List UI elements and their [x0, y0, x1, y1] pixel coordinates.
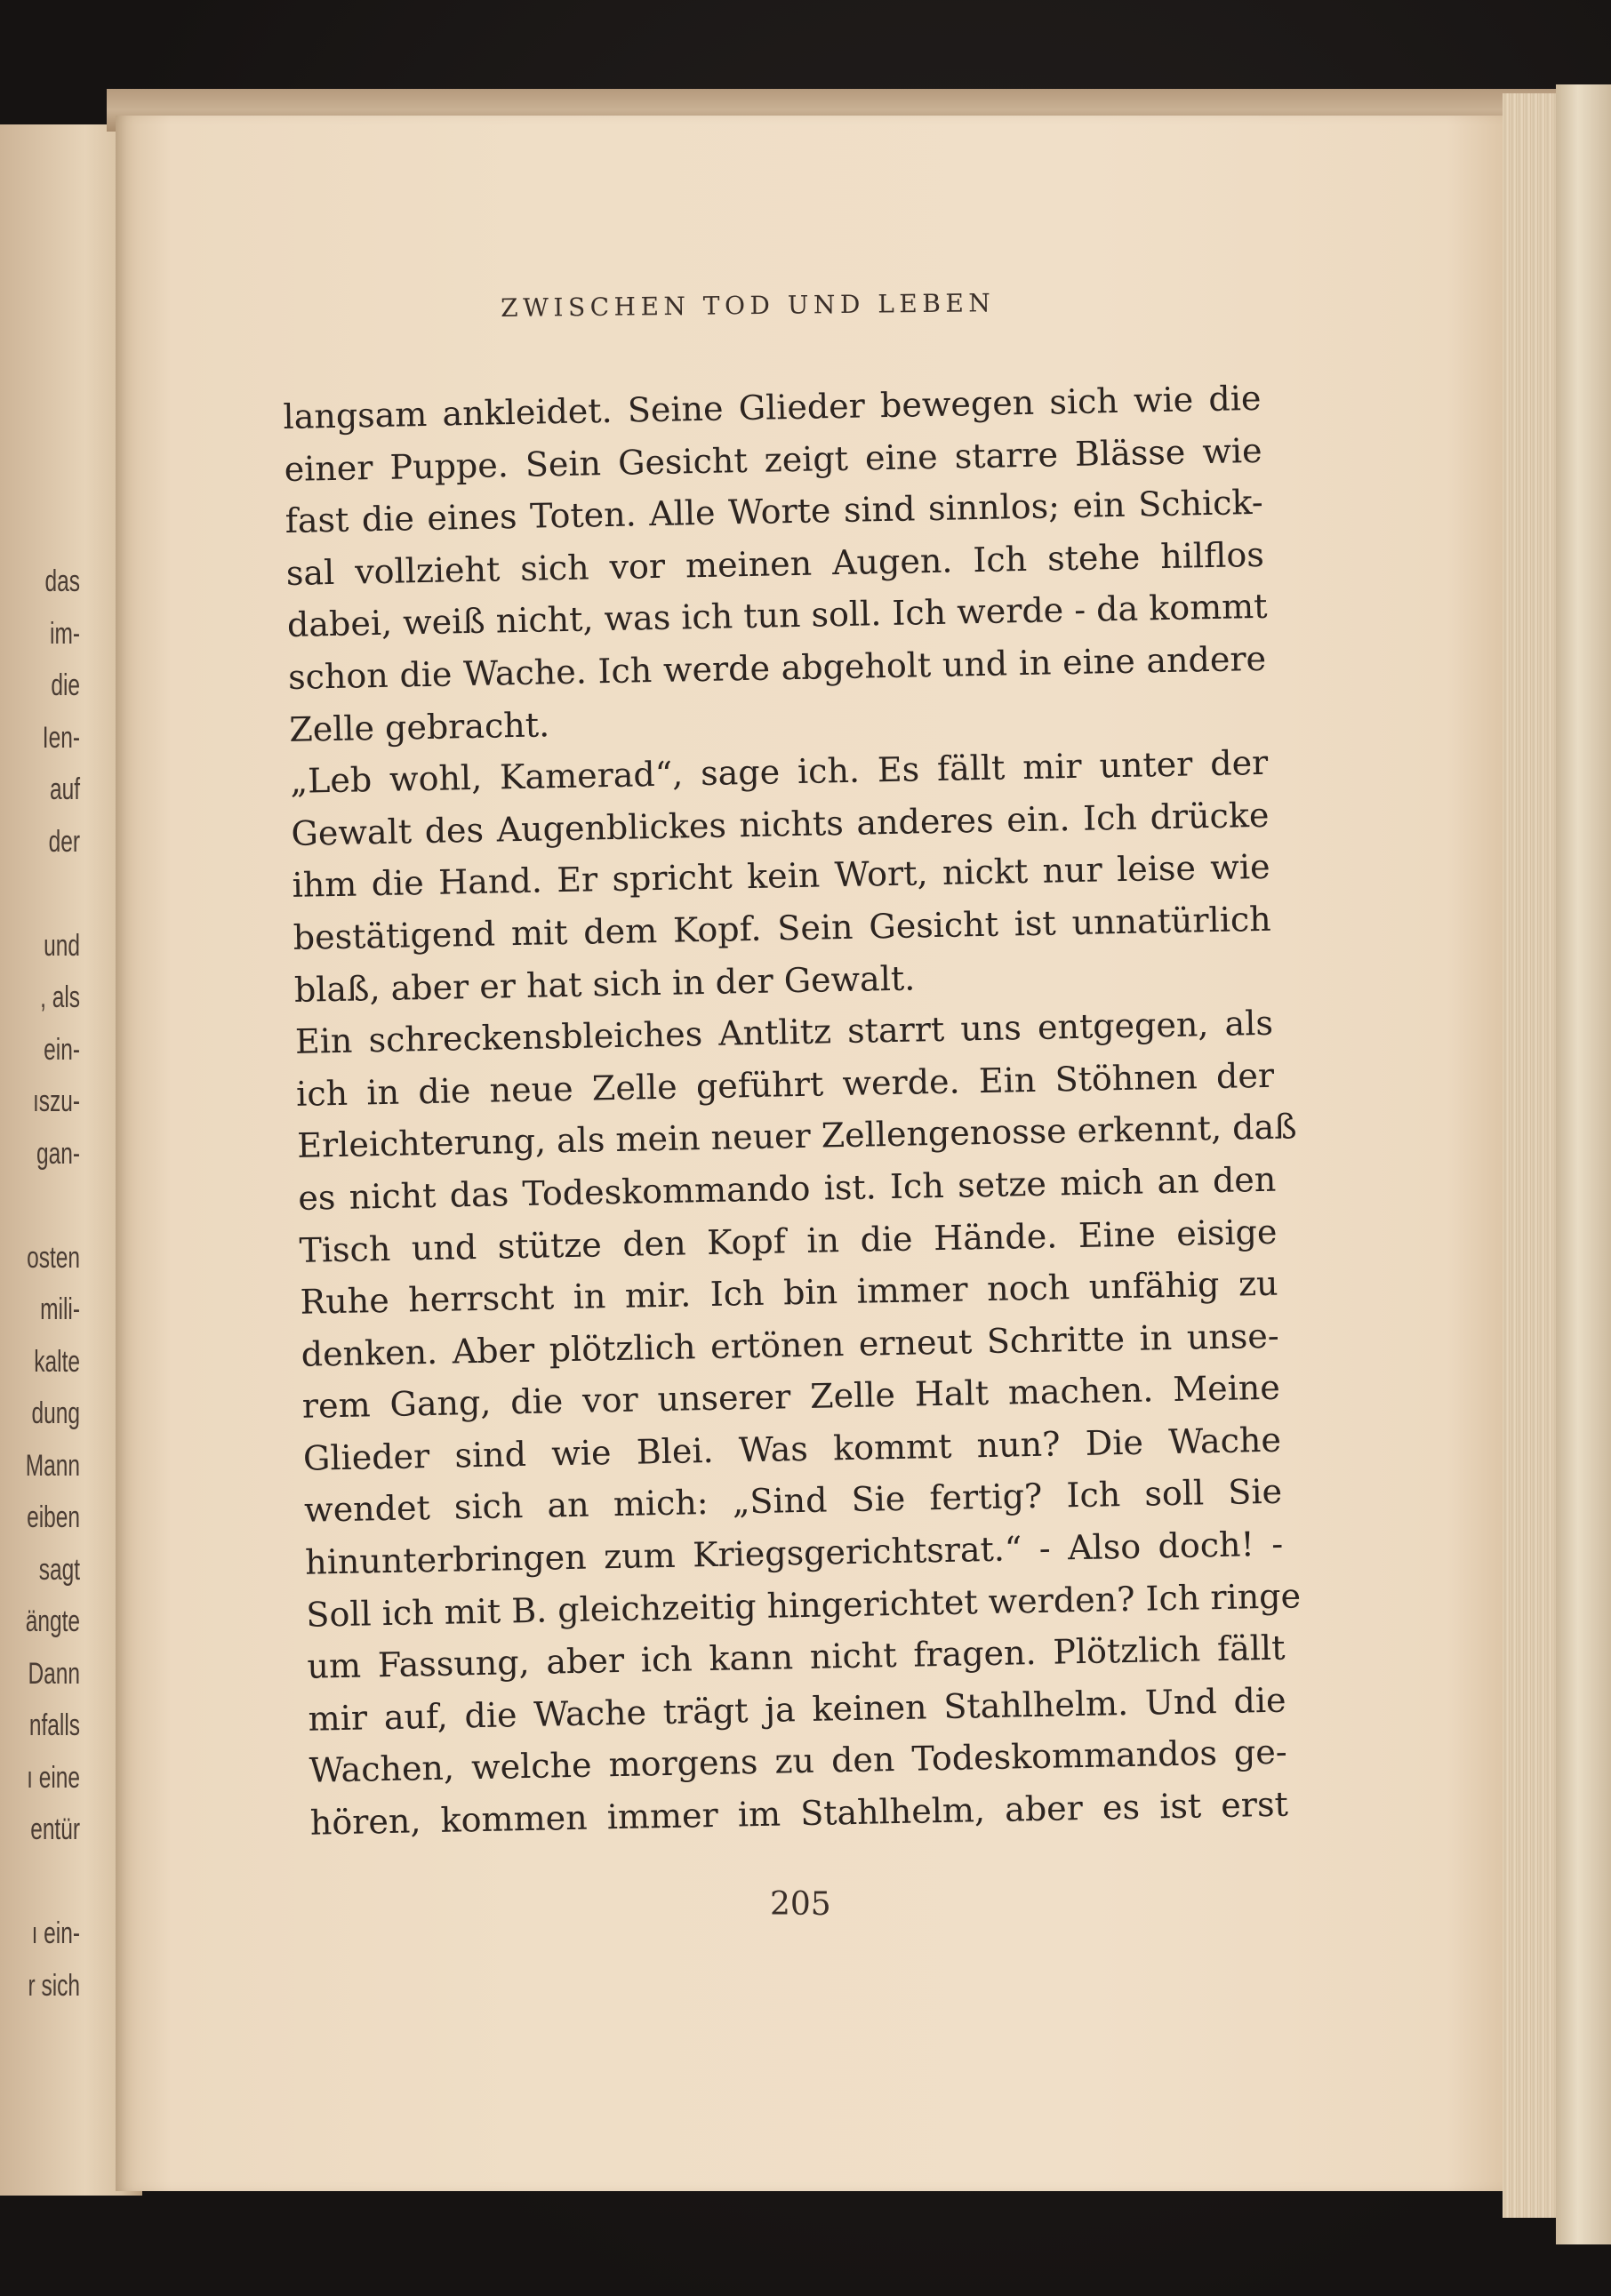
text-line: hinunterbringen zum Kriegsgerichtsrat.“ - Also doch! -: [304, 1524, 1284, 1582]
text-line: „Leb wohl, Kamerad“, sage ich. Es fällt mir unter der: [290, 742, 1269, 802]
text-line: wendet sich an mich: „Sind Sie fertig? Ich soll Sie: [303, 1472, 1283, 1531]
left-page-fragment: [22, 1180, 80, 1232]
left-page-fragment: im-: [50, 616, 80, 651]
left-page-fragment: nfalls: [28, 1708, 80, 1742]
text-line: denken. Aber plötzlich ertönen erneut Schritte in unse-: [301, 1316, 1280, 1374]
left-page-fragment: Ien-: [42, 720, 80, 755]
left-page-fragment: ängte: [25, 1604, 80, 1638]
text-line: bestätigend mit dem Kopf. Sein Gesicht ist unnatürlich: [293, 899, 1272, 957]
left-page-fragment: entür: [30, 1812, 80, 1846]
text-line: hören, kommen immer im Stahlhelm, aber es ist erst: [309, 1784, 1289, 1843]
left-page-fragment: kalte: [34, 1344, 80, 1379]
left-page-fragment: [22, 1856, 80, 1908]
left-page-fragment: ı ein-: [31, 1916, 80, 1950]
left-page-text: [22, 556, 80, 2012]
left-page-fragment: ıszu-: [32, 1084, 80, 1118]
text-line: Gewalt des Augenblickes nichts anderes ein. Ich drücke: [291, 795, 1270, 853]
cover-edge: [1556, 84, 1611, 2244]
left-page-fragment: eiben: [27, 1500, 80, 1534]
text-line: fast die eines Toten. Alle Worte sind sinnlos; ein Schick-: [285, 483, 1264, 541]
left-page-fragment: osten: [27, 1240, 81, 1275]
left-page-fragment: die: [51, 668, 80, 702]
left-page-fragment: dung: [31, 1396, 80, 1430]
text-line: dabei, weiß nicht, was ich tun soll. Ich werde - da kommt: [286, 587, 1268, 645]
text-line: Ruhe herrscht in mir. Ich bin immer noch unfähig zu: [300, 1263, 1278, 1322]
page-number: 205: [770, 1886, 831, 1923]
left-page-fragment: Mann: [25, 1448, 80, 1483]
text-line: sal vollzieht sich vor meinen Augen. Ich stehe hilflos: [285, 534, 1265, 593]
text-line: Glieder sind wie Blei. Was kommt nun? Die Wache: [302, 1420, 1282, 1478]
text-line: blaß, aber er hat sich in der Gewalt.: [293, 958, 916, 1010]
text-line: Erleichterung, als mein neuer Zellengenosse erkennt, daß: [296, 1107, 1297, 1166]
left-page-fragment: ı eine: [27, 1760, 81, 1795]
left-page-fragment: Dann: [28, 1656, 80, 1691]
left-page-fragment: sagt: [38, 1552, 80, 1587]
left-page-fragment: der: [48, 824, 80, 859]
text-line: ihm die Hand. Er spricht kein Wort, nickt nur leise wie: [292, 847, 1270, 906]
text-line: einer Puppe. Sein Gesicht zeigt eine starre Blässe wie: [284, 430, 1262, 489]
left-page-fragment: gan-: [36, 1136, 80, 1171]
left-page-fragment: mili-: [40, 1292, 80, 1326]
text-line: es nicht das Todeskommando ist. Ich setze mich an den: [298, 1159, 1277, 1218]
left-page-fragment: r sich: [28, 1968, 81, 2003]
text-line: Zelle gebracht.: [288, 704, 550, 749]
left-page-fragment: das: [44, 564, 80, 598]
body-text: [283, 372, 1302, 1849]
left-page-fragment: auf: [49, 772, 80, 806]
text-line: Tisch und stütze den Kopf in die Hände. Eine eisige: [299, 1212, 1278, 1270]
text-line: rem Gang, die vor unserer Zelle Halt machen. Meine: [301, 1367, 1281, 1427]
text-line: Wachen, welche morgens zu den Todeskommandos ge-: [309, 1732, 1288, 1791]
text-line: langsam ankleidet. Seine Glieder bewegen sich wie die: [283, 378, 1262, 436]
text-line: ich in die neue Zelle geführt werde. Ein Stöhnen der: [295, 1055, 1275, 1114]
text-line: Ein schreckensbleiches Antlitz starrt uns entgegen, als: [294, 1003, 1274, 1061]
left-page-fragment: ein-: [44, 1032, 80, 1067]
left-page-fragment: , als: [40, 980, 80, 1014]
running-head: ZWISCHEN TOD UND LEBEN: [501, 288, 996, 323]
left-page-fragment: und: [44, 928, 80, 963]
text-line: um Fassung, aber ich kann nicht fragen. Plötzlich fällt: [307, 1628, 1286, 1686]
text-line: schon die Wache. Ich werde abgeholt und in eine andere: [287, 638, 1267, 697]
text-line: mir auf, die Wache trägt ja keinen Stahlhelm. Und die: [308, 1680, 1286, 1739]
left-page-fragment: [22, 868, 80, 920]
text-line: Soll ich mit B. gleichzeitig hingerichtet werden? Ich ringe: [306, 1575, 1302, 1635]
